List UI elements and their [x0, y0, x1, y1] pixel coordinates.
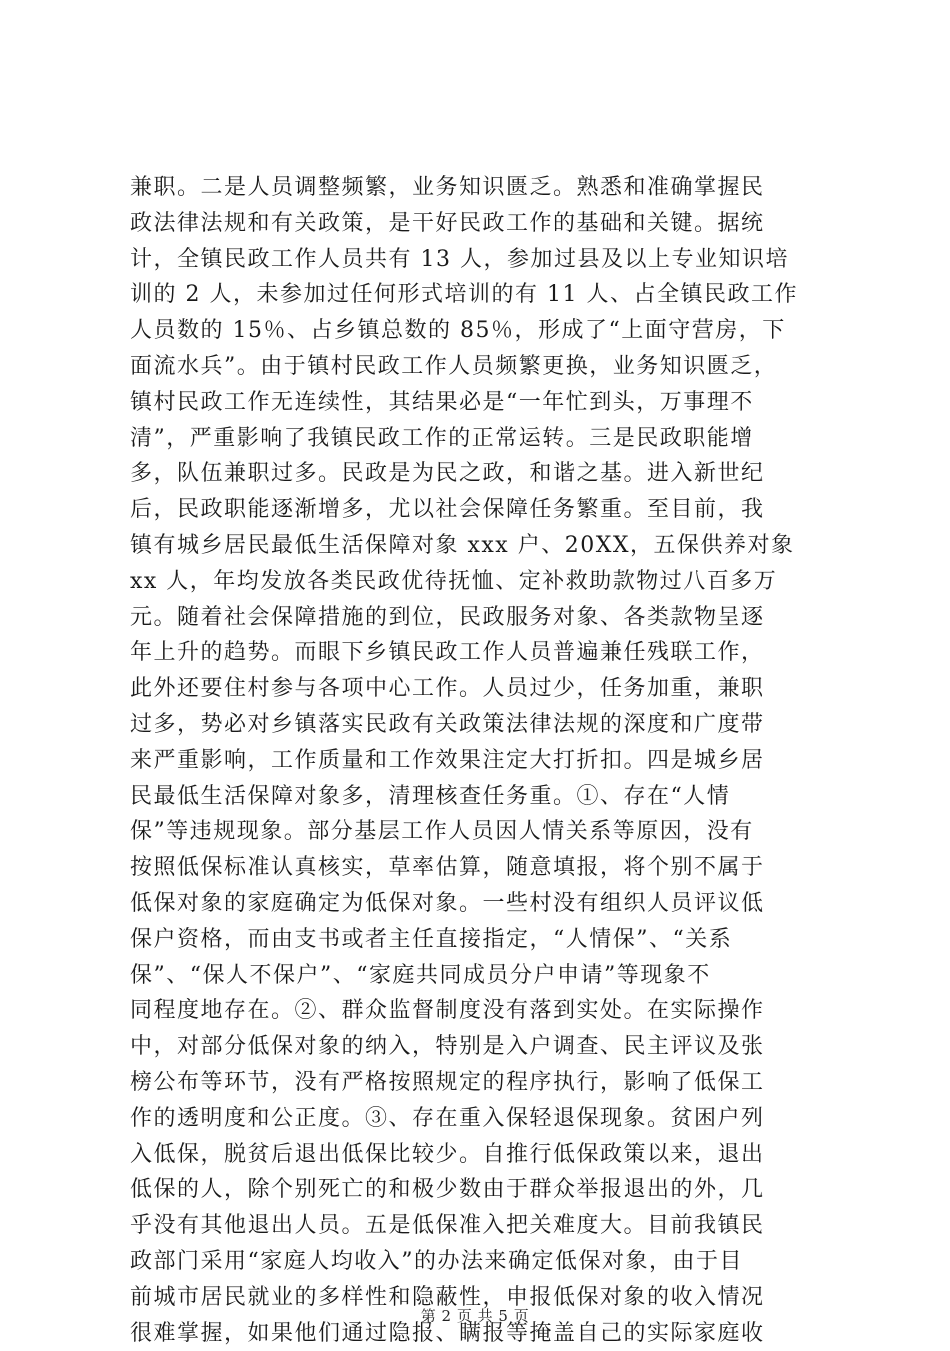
text-line: xx 人，年均发放各类民政优待抚恤、定补救助款物过八百多万	[130, 564, 830, 600]
text-line: 来严重影响，工作质量和工作效果注定大打折扣。四是城乡居	[130, 743, 830, 779]
text-line: 政部门采用“家庭人均收入”的办法来确定低保对象，由于目	[130, 1244, 830, 1280]
text-line: 低保的人，除个别死亡的和极少数由于群众举报退出的外，几	[130, 1172, 830, 1208]
text-line: 过多，势必对乡镇落实民政有关政策法律法规的深度和广度带	[130, 707, 830, 743]
text-line: 作的透明度和公正度。③、存在重入保轻退保现象。贫困户列	[130, 1101, 830, 1137]
text-line: 民最低生活保障对象多，清理核查任务重。①、存在“人情	[130, 779, 830, 815]
text-line: 低保对象的家庭确定为低保对象。一些村没有组织人员评议低	[130, 886, 830, 922]
text-line: 同程度地存在。②、群众监督制度没有落到实处。在实际操作	[130, 993, 830, 1029]
text-line: 兼职。二是人员调整频繁，业务知识匮乏。熟悉和准确掌握民	[130, 170, 830, 206]
text-line: 前城市居民就业的多样性和隐蔽性，申报低保对象的收入情况	[130, 1280, 830, 1316]
text-line: 后，民政职能逐渐增多，尤以社会保障任务繁重。至目前，我	[130, 492, 830, 528]
text-line: 多，队伍兼职过多。民政是为民之政，和谐之基。进入新世纪	[130, 456, 830, 492]
text-line: 此外还要住村参与各项中心工作。人员过少，任务加重，兼职	[130, 671, 830, 707]
text-line: 中，对部分低保对象的纳入，特别是入户调查、民主评议及张	[130, 1029, 830, 1065]
text-line: 保”、“保人不保户”、“家庭共同成员分户申请”等现象不	[130, 958, 830, 994]
text-line: 很难掌握，如果他们通过隐报、瞒报等掩盖自己的实际家庭收	[130, 1316, 830, 1351]
text-line: 政法律法规和有关政策，是干好民政工作的基础和关键。据统	[130, 206, 830, 242]
text-line: 入低保，脱贫后退出低保比较少。自推行低保政策以来，退出	[130, 1137, 830, 1173]
text-line: 计，全镇民政工作人员共有 13 人，参加过县及以上专业知识培	[130, 242, 830, 278]
text-line: 训的 2 人，未参加过任何形式培训的有 11 人、占全镇民政工作	[130, 277, 830, 313]
text-line: 镇有城乡居民最低生活保障对象 xxx 户、20XX，五保供养对象	[130, 528, 830, 564]
text-line: 元。随着社会保障措施的到位，民政服务对象、各类款物呈逐	[130, 600, 830, 636]
page-footer: 第 2 页 共 5 页	[0, 1305, 950, 1326]
text-line: 清”，严重影响了我镇民政工作的正常运转。三是民政职能增	[130, 421, 830, 457]
text-line: 保”等违规现象。部分基层工作人员因人情关系等原因，没有	[130, 814, 830, 850]
text-line: 镇村民政工作无连续性，其结果必是“一年忙到头，万事理不	[130, 385, 830, 421]
text-line: 按照低保标准认真核实，草率估算，随意填报，将个别不属于	[130, 850, 830, 886]
text-line: 年上升的趋势。而眼下乡镇民政工作人员普遍兼任残联工作，	[130, 635, 830, 671]
text-line: 乎没有其他退出人员。五是低保准入把关难度大。目前我镇民	[130, 1208, 830, 1244]
body-text	[130, 170, 830, 1351]
text-line: 榜公布等环节，没有严格按照规定的程序执行，影响了低保工	[130, 1065, 830, 1101]
text-line: 人员数的 15％、占乡镇总数的 85％，形成了“上面守营房，下	[130, 313, 830, 349]
text-line: 面流水兵”。由于镇村民政工作人员频繁更换，业务知识匮乏，	[130, 349, 830, 385]
text-line: 保户资格，而由支书或者主任直接指定，“人情保”、“关系	[130, 922, 830, 958]
